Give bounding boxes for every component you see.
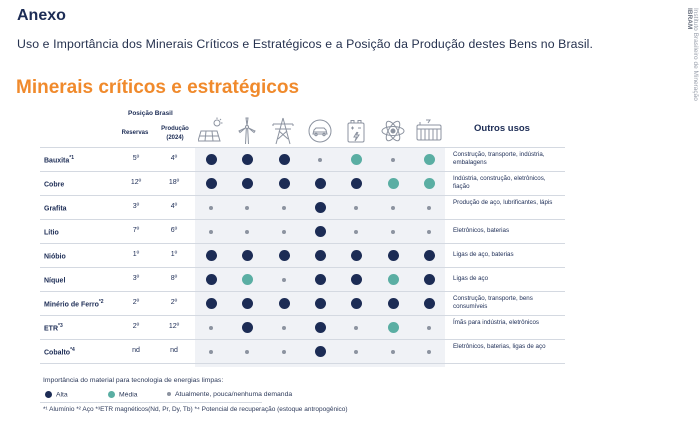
mineral-name-text: Cobalto xyxy=(44,349,71,357)
battery-icon xyxy=(343,117,369,145)
importance-dot-atual xyxy=(391,206,395,210)
importance-dot-alta xyxy=(424,250,435,261)
producao-rank: 1º xyxy=(170,251,178,258)
table-row xyxy=(0,340,700,363)
importance-dot-alta xyxy=(279,178,290,189)
brand-name: IBRAM xyxy=(686,8,693,30)
outros-usos-text: Produção de aço, lubrificantes, lápis xyxy=(453,199,553,206)
hydrogen-atom-icon xyxy=(380,117,406,145)
importance-dot-media xyxy=(351,154,362,165)
mineral-name xyxy=(44,155,74,164)
importance-dot-alta xyxy=(206,178,217,189)
row-divider xyxy=(40,363,565,364)
outros-usos-text: Eletrônicos, baterias xyxy=(453,227,510,234)
mineral-name-text: ETR xyxy=(44,325,58,333)
transmission-tower-icon xyxy=(270,117,296,145)
producao-rank: 4º xyxy=(170,203,178,210)
legend-media xyxy=(108,391,138,398)
importance-dot-atual xyxy=(209,350,213,354)
importance-dot-alta xyxy=(315,322,326,333)
importance-dot-atual xyxy=(209,206,213,210)
energy-storage-icon xyxy=(416,117,442,145)
legend-divider xyxy=(40,402,262,403)
mineral-name-text: Nióbio xyxy=(44,253,66,261)
reservas-rank: 3º xyxy=(132,203,140,210)
table-row xyxy=(0,196,700,219)
brand-mark xyxy=(684,8,698,120)
outros-usos-text: Ligas de aço xyxy=(453,275,489,282)
mineral-name-text: Níquel xyxy=(44,277,66,285)
importance-dot-atual xyxy=(427,326,431,330)
mineral-name-text: Bauxita xyxy=(44,157,70,165)
importance-dot-media xyxy=(388,178,399,189)
importance-dot-alta xyxy=(315,250,326,261)
table-row xyxy=(0,148,700,171)
outros-usos-text: Ímãs para indústria, eletrônicos xyxy=(453,319,539,326)
importance-dot-alta xyxy=(315,226,326,237)
importance-dot-atual xyxy=(245,230,249,234)
importance-dot-alta xyxy=(351,274,362,285)
outros-usos-text: Indústria, construção, eletrônicos, fiação xyxy=(453,175,546,190)
reservas-rank: 5º xyxy=(132,155,140,162)
mineral-name xyxy=(44,347,75,356)
importance-dot-alta xyxy=(206,250,217,261)
reservas-rank: 2º xyxy=(132,299,140,306)
importance-dot-atual xyxy=(282,230,286,234)
producao-rank: 6º xyxy=(170,227,178,234)
reservas-rank: 2º xyxy=(132,323,140,330)
page-subtitle: Uso e Importância dos Minerais Críticos e Estratégicos e a Posição da Produção destes Bens no Brasil. xyxy=(17,37,594,51)
importance-dot-atual xyxy=(427,206,431,210)
importance-dot-atual xyxy=(318,158,322,162)
reservas-rank: nd xyxy=(132,347,140,354)
mineral-name-text: Lítio xyxy=(44,229,59,237)
section-title: Minerais críticos e estratégicos xyxy=(16,77,300,98)
legend-media-label: Média xyxy=(119,391,138,399)
producao-rank: nd xyxy=(170,347,178,354)
importance-dot-atual xyxy=(209,230,213,234)
importance-dot-alta xyxy=(424,274,435,285)
mineral-name xyxy=(44,227,59,236)
importance-dot-alta xyxy=(206,154,217,165)
importance-dot-alta xyxy=(388,250,399,261)
importance-dot-media xyxy=(388,274,399,285)
importance-dot-media xyxy=(242,274,253,285)
header-posicao: Posição Brasil xyxy=(128,110,173,117)
mineral-name xyxy=(44,323,63,332)
importance-dot-media xyxy=(424,178,435,189)
table-row xyxy=(0,316,700,339)
producao-rank: 2º xyxy=(170,299,178,306)
importance-dot-alta xyxy=(242,322,253,333)
importance-dot-alta xyxy=(279,298,290,309)
importance-dot-atual xyxy=(245,206,249,210)
reservas-rank: 12º xyxy=(130,179,142,186)
importance-dot-atual xyxy=(427,230,431,234)
importance-dot-media xyxy=(388,322,399,333)
importance-dot-atual xyxy=(354,230,358,234)
mineral-name-text: Grafita xyxy=(44,205,67,213)
mineral-footnote-mark: *4 xyxy=(70,347,75,353)
electric-car-icon xyxy=(307,117,333,145)
importance-dot-alta xyxy=(315,346,326,357)
reservas-rank: 7º xyxy=(132,227,140,234)
importance-dot-alta xyxy=(315,178,326,189)
importance-dot-atual xyxy=(282,206,286,210)
legend-alta-dot xyxy=(45,391,52,398)
brand-full-name: Instituto Brasileiro de Mineração xyxy=(692,8,699,101)
importance-dot-alta xyxy=(315,202,326,213)
mineral-name xyxy=(44,299,104,308)
importance-dot-alta xyxy=(206,274,217,285)
importance-dot-alta xyxy=(424,298,435,309)
legend-title: Importância do material para tecnologia de energias limpas: xyxy=(43,377,224,384)
wind-turbine-icon xyxy=(234,117,260,145)
mineral-name xyxy=(44,275,65,284)
importance-dot-alta xyxy=(315,274,326,285)
table-row xyxy=(0,268,700,291)
importance-dot-atual xyxy=(391,158,395,162)
outros-usos-text: Construção, transporte, indústria, embalagens xyxy=(453,151,545,166)
importance-dot-atual xyxy=(391,350,395,354)
importance-dot-alta xyxy=(206,298,217,309)
mineral-name-text: Minério de Ferro xyxy=(44,301,99,309)
importance-dot-alta xyxy=(279,154,290,165)
importance-dot-atual xyxy=(282,326,286,330)
importance-dot-atual xyxy=(282,278,286,282)
footnote: *¹ Alumínio *² Aço *³ETR magnéticos(Nd, Pr, Dy, Tb) *⁴ Potencial de recuperação (estoque antropogênico) xyxy=(43,406,348,413)
importance-dot-atual xyxy=(354,326,358,330)
importance-dot-alta xyxy=(242,178,253,189)
table-row xyxy=(0,244,700,267)
mineral-name xyxy=(44,179,64,188)
mineral-footnote-mark: *3 xyxy=(58,323,63,329)
legend-atual-dot xyxy=(167,392,171,396)
header-producao-year: (2024) xyxy=(166,135,184,141)
outros-usos-text: Eletrônicos, baterias, ligas de aço xyxy=(453,343,546,350)
mineral-name xyxy=(44,203,67,212)
mineral-footnote-mark: *1 xyxy=(69,155,75,161)
reservas-rank: 3º xyxy=(132,275,140,282)
importance-dot-atual xyxy=(282,350,286,354)
importance-dot-atual xyxy=(245,350,249,354)
importance-dot-alta xyxy=(351,250,362,261)
table-row xyxy=(0,220,700,243)
importance-dot-media xyxy=(424,154,435,165)
header-producao-label: Produção xyxy=(161,126,189,132)
producao-rank: 8º xyxy=(170,275,178,282)
header-outros-usos: Outros usos xyxy=(474,123,530,134)
importance-dot-alta xyxy=(315,298,326,309)
importance-dot-atual xyxy=(354,206,358,210)
importance-dot-atual xyxy=(427,350,431,354)
legend-alta-label: Alta xyxy=(56,391,68,399)
producao-rank: 4º xyxy=(170,155,178,162)
producao-rank: 12º xyxy=(168,323,180,330)
solar-panel-icon xyxy=(198,117,224,145)
importance-dot-alta xyxy=(242,250,253,261)
legend-media-dot xyxy=(108,391,115,398)
legend-alta xyxy=(45,391,68,398)
importance-dot-atual xyxy=(391,230,395,234)
producao-rank: 18º xyxy=(168,179,180,186)
importance-dot-alta xyxy=(242,154,253,165)
importance-dot-alta xyxy=(351,298,362,309)
importance-dot-atual xyxy=(209,326,213,330)
outros-usos-text: Ligas de aço, baterias xyxy=(453,251,514,258)
mineral-footnote-mark: *2 xyxy=(98,299,104,305)
table-row xyxy=(0,172,700,195)
reservas-rank: 1º xyxy=(132,251,140,258)
importance-dot-alta xyxy=(351,178,362,189)
mineral-name xyxy=(44,251,66,260)
table-row xyxy=(0,292,700,315)
page-title: Anexo xyxy=(17,7,66,24)
header-reservas: Reservas xyxy=(121,130,149,136)
header-producao xyxy=(158,125,192,143)
importance-dot-alta xyxy=(388,298,399,309)
outros-usos-text: Construção, transporte, bens consumíveis xyxy=(453,295,533,310)
legend-atual-label: Atualmente, pouca/nenhuma demanda xyxy=(175,391,293,398)
importance-dot-alta xyxy=(279,250,290,261)
importance-dot-alta xyxy=(242,298,253,309)
mineral-name-text: Cobre xyxy=(44,181,65,189)
legend-atual xyxy=(167,391,292,398)
importance-dot-atual xyxy=(354,350,358,354)
